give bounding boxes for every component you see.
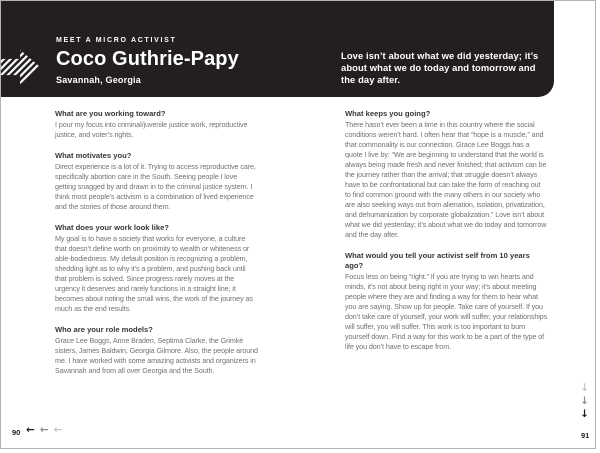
question: What does your work look like? — [55, 223, 169, 232]
qa-section — [55, 151, 258, 212]
down-arrow-icon[interactable]: ↓ — [580, 382, 589, 394]
question: What motivates you? — [55, 151, 132, 160]
left-arrow-icon[interactable]: ← — [26, 424, 35, 436]
qa-section — [345, 109, 548, 240]
page-number-left: 90 — [12, 428, 21, 437]
left-column — [55, 109, 258, 387]
page-down-arrows[interactable] — [578, 382, 591, 421]
location-label: Savannah, Georgia — [56, 75, 141, 85]
qa-section — [55, 223, 258, 314]
page-back-arrows[interactable] — [26, 424, 62, 436]
question: What would you tell your activist self from 10 years ago? — [345, 251, 530, 270]
answer: I pour my focus into criminal/juvenile justice work, reproductive justice, and voter’s rights. — [55, 120, 248, 139]
question: Who are your role models? — [55, 325, 153, 334]
answer: Direct experience is a lot of it. Trying to access reproductive care, specifically abortion care in the South. Seeing people I love getting snagged by and drawn in to the criminal justice system. I think most people’s activism is a combination of lived experience and the stories of those around them. — [55, 162, 256, 211]
header-banner — [1, 1, 554, 97]
qa-section — [345, 251, 548, 352]
hatched-right-arrow-icon — [1, 46, 41, 88]
page-number-right: 91 — [581, 431, 590, 440]
pull-quote: Love isn’t about what we did yesterday; it’s about what we do today and tomorrow and the day after. — [341, 50, 539, 86]
eyebrow-label: MEET A MICRO ACTIVIST — [56, 37, 177, 44]
answer: There hasn’t ever been a time in this country where the social conditions weren’t hard. I often hear that “hope is a muscle,” and that commonality is our connection. Grace Lee Boggs has a quote I live by: “We are beginning to understand that the world is always being made fresh and never finished; that activism can be the journey rather than the arrival; that struggle doesn’t always have to be confrontational but can take the form of reaching out to find common ground with the many others in our society who are also seeking ways out from alienation, isolation, privatization, and dehumanization by corporate globalization.” Love isn’t about what we did yesterday; it’s about what we do today and tomorrow and the day after. — [345, 120, 547, 239]
question: What keeps you going? — [345, 109, 431, 118]
left-arrow-icon[interactable]: ← — [53, 424, 63, 436]
answer: Grace Lee Boggs, Anne Braden, Septima Clarke, the Grimké sisters, James Baldwin, Georgia Gilmore. Also, the people around me. I have worked with some amazing activists and organizers in Savannah and from all over Georgia and the South. — [55, 336, 258, 375]
title-block — [56, 37, 239, 85]
question: What are you working toward? — [55, 109, 166, 118]
answer: My goal is to have a society that works for everyone, a culture that doesn’t define worth on proximity to wealth or whiteness or able-bodiedness. My default position is recognizing a problem, shedding light as to why it’s a problem, and pushing back until that problem is solved. Since progress rarely moves at the urgency it deserves and rarely functions in a straight line, it becomes about noting the small wins, the work of the journey as much as the end results. — [55, 234, 253, 313]
down-arrow-icon[interactable]: ↓ — [580, 395, 589, 407]
right-column — [345, 109, 548, 363]
answer: Focus less on being “right.” If you are trying to win hearts and minds, it’s not about being right in your way; it’s about meeting people where they are and finding a way for them to hear what you are saying. Show up for people. Take care of yourself. If you don’t take care of yourself, your work will suffer, your relationships will suffer, you will suffer. This work is too important to burn yourself down. Find a way for this work to be a part of the type of life you don’t have to escape from. — [345, 272, 548, 351]
page-title: Coco Guthrie-Papy — [56, 48, 239, 70]
down-arrow-icon[interactable]: ↓ — [580, 408, 589, 420]
left-arrow-icon[interactable]: ← — [39, 424, 49, 436]
qa-section — [55, 109, 258, 140]
qa-section — [55, 325, 258, 376]
